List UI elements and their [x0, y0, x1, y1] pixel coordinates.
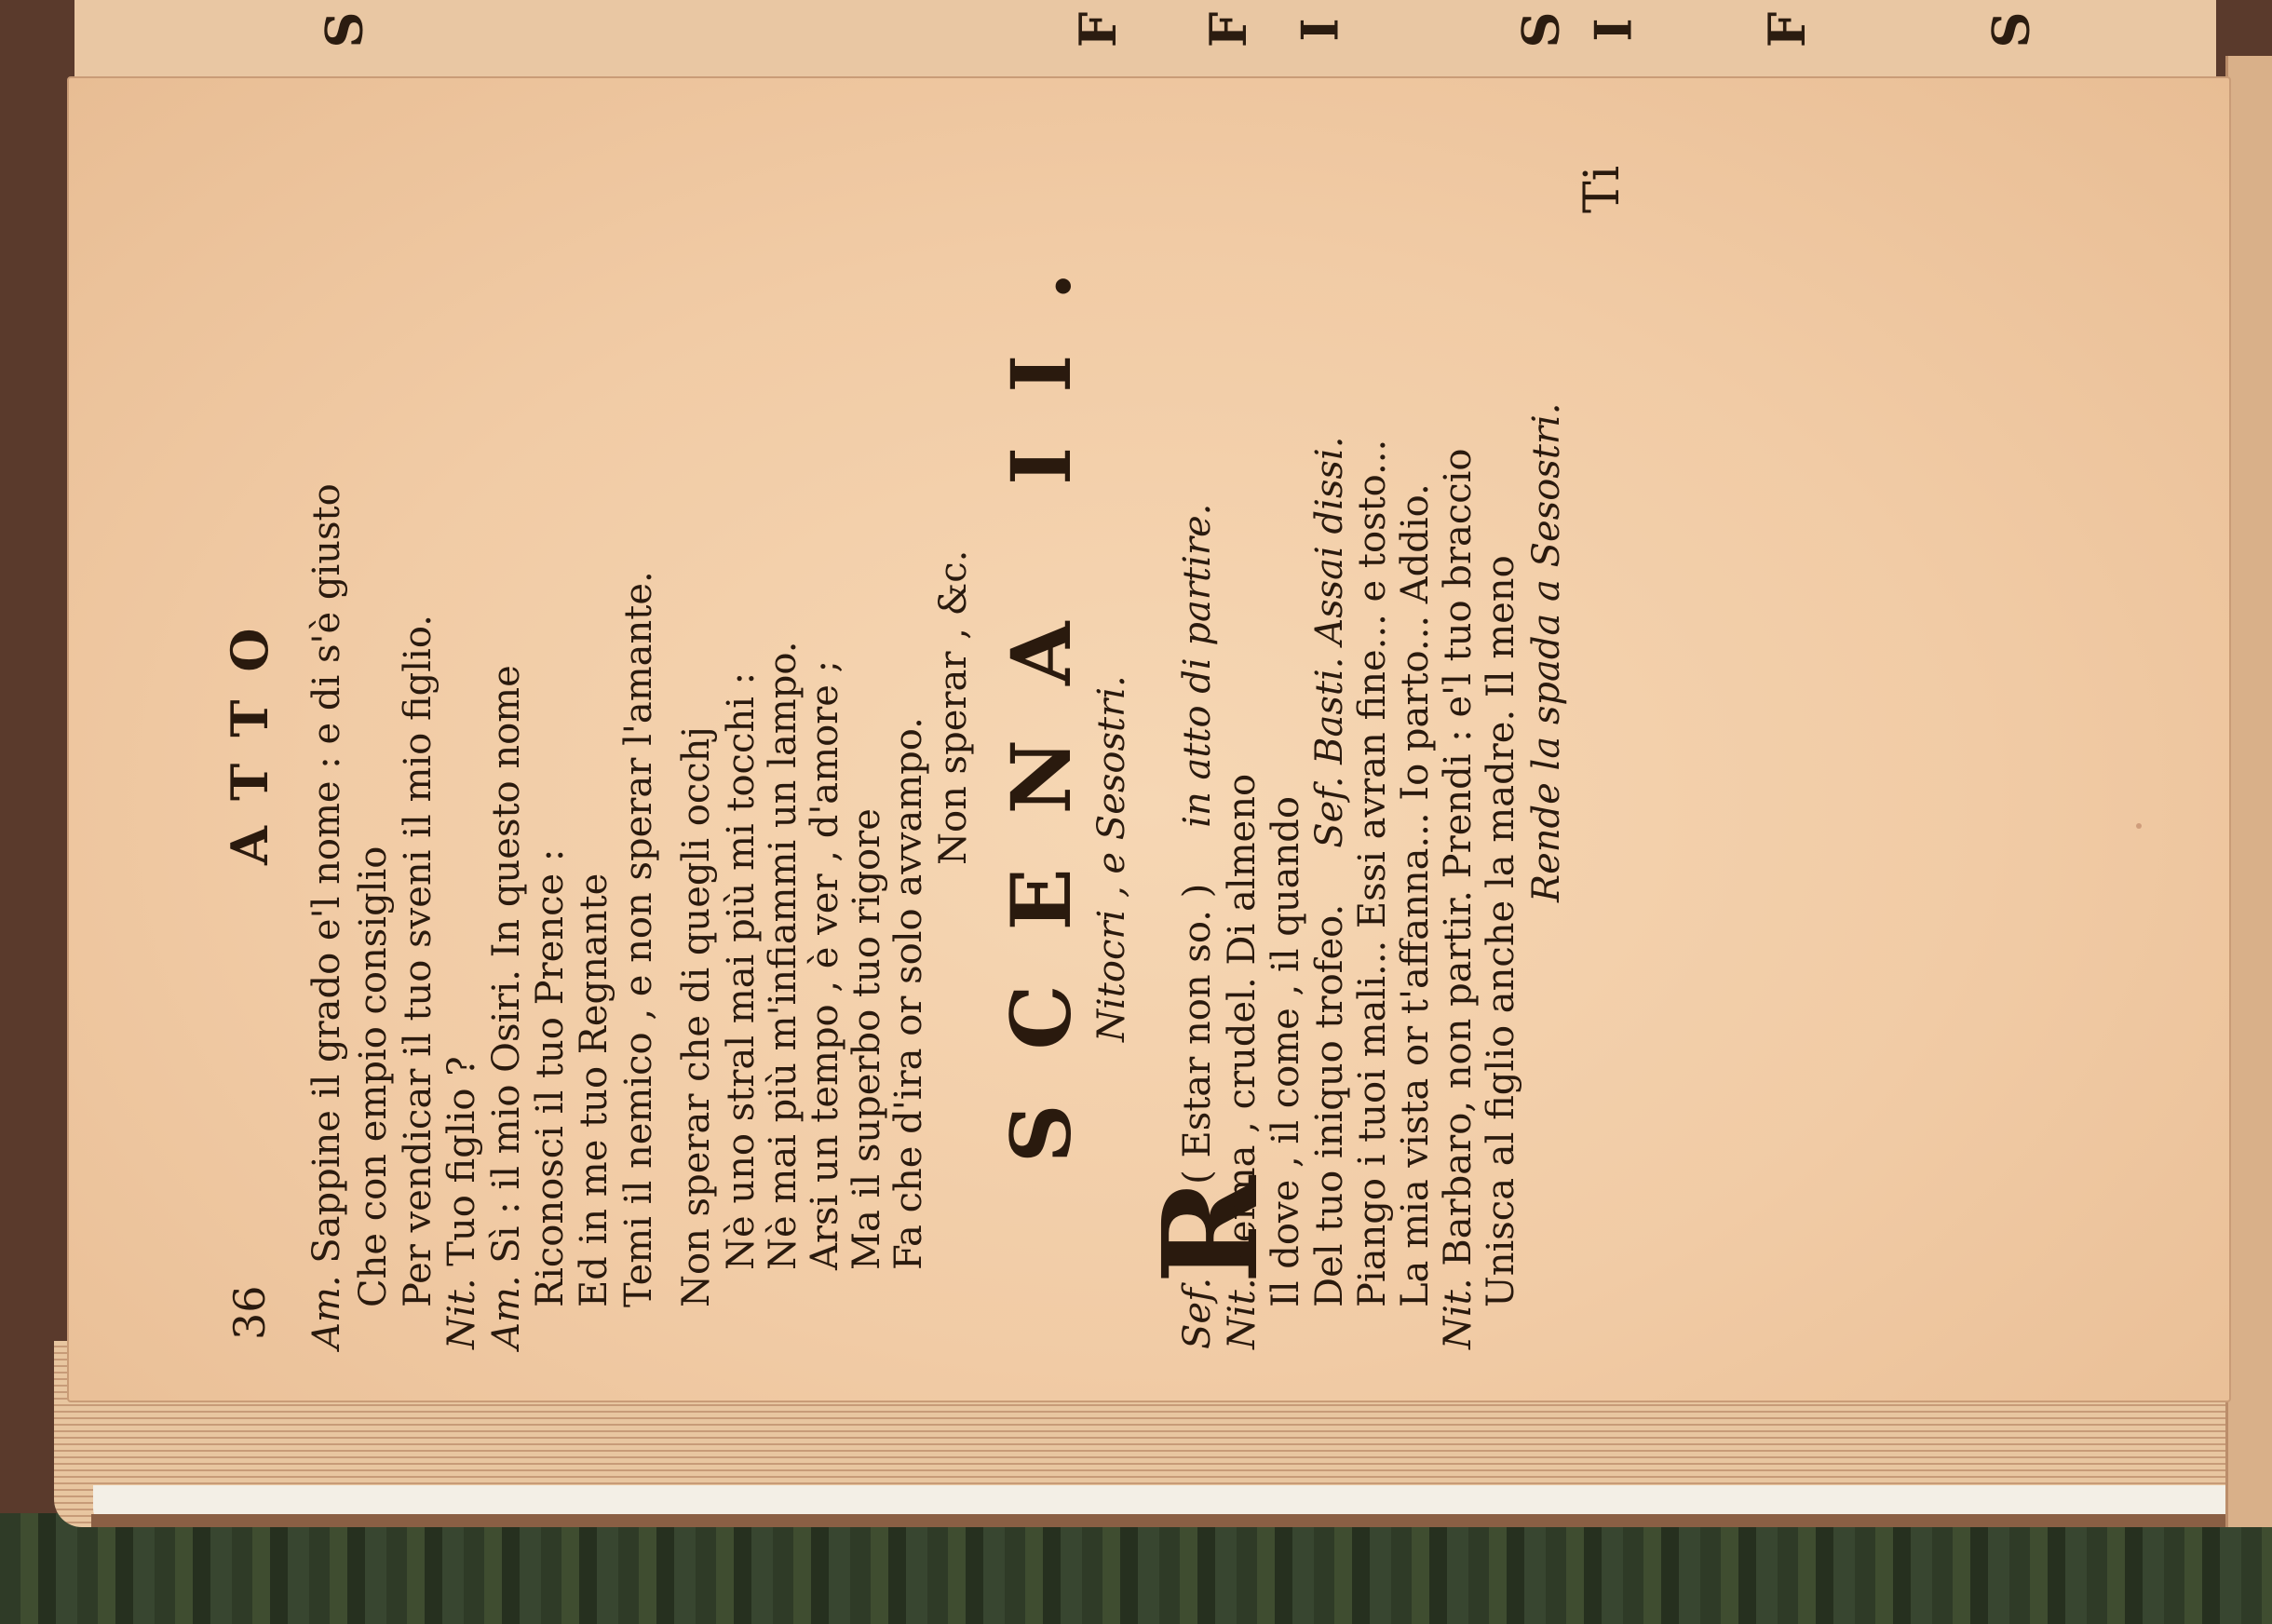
verse-text: Tuo figlio ? [440, 1056, 483, 1266]
verse-line [485, 665, 528, 1349]
cover-edge [91, 1514, 2233, 1527]
verse-text: La mia vista or t'affanna... Io parto... Addio. [1394, 483, 1437, 1307]
running-head: ATTO [220, 600, 279, 865]
page-edge-right [2225, 56, 2272, 1527]
verse-text: Riconosci il tuo Prence : [529, 848, 572, 1307]
verse-text: Per vendicar il tuo sveni il mio figlio. [397, 615, 440, 1307]
verse-line [440, 1056, 483, 1349]
book-cover-bottom [0, 1513, 2272, 1624]
verse-line [352, 846, 395, 1307]
verse-line [1351, 439, 1394, 1307]
aria-line: Arsi un tempo , è ver , d'amore ; [804, 659, 846, 1270]
verse-line [575, 873, 613, 1307]
verse-line [617, 571, 660, 1307]
catchword: Ti [1575, 165, 1630, 213]
speaker: Nit. [1437, 1278, 1480, 1349]
aria-line: Nè uno stral mai più mi tocchi : [720, 671, 763, 1270]
aria-line: Non sperar che di quegli occhj [675, 726, 718, 1307]
speaker: Am. [485, 1275, 528, 1349]
drop-cap: R [1135, 1175, 1288, 1284]
verse-text: Ed in me tuo Regnante [573, 873, 615, 1307]
speaker: Nit. [440, 1278, 483, 1349]
verse-line [1482, 555, 1520, 1307]
stage-direction: Rende la spada a Sesostri. [1525, 402, 1568, 902]
verse-line [1264, 796, 1307, 1307]
verse-text: Sappine il grado e'l nome : e di s'è giusto [305, 483, 348, 1264]
speaker: Am. [305, 1275, 348, 1349]
page-number: 36 [224, 1285, 275, 1340]
verse-text: Temi il nemico , e non sperar l'amante. [617, 571, 660, 1307]
verse-text: Del tuo iniquo trofeo. [1308, 903, 1351, 1307]
prev-page-fragment: S [1510, 11, 1571, 48]
verse-text: Ferma , crudel. Di almeno [1221, 773, 1264, 1266]
aria-line: Fa che d'ira or solo avvampo. [887, 717, 930, 1270]
verse-line [1308, 436, 1351, 1307]
prev-page-fragment: I [1290, 18, 1350, 42]
aria-line: Ma il superbo tuo rigore [845, 808, 888, 1270]
verse-text: Unisca al figlio anche la madre. Il meno [1480, 555, 1522, 1307]
verse-text: Il dove , il come , il quando [1264, 796, 1307, 1307]
speaker: Sef. [1176, 1277, 1219, 1349]
verse-line [397, 615, 440, 1307]
verse-line [1394, 483, 1437, 1307]
verse-line [305, 483, 348, 1349]
scene-title: SCENA II. [993, 218, 1089, 1163]
verse-text: Che con empio consiglio [352, 846, 395, 1307]
verse-text: Barbaro, non partir. Prendi : e'l tuo braccio [1437, 448, 1480, 1266]
prev-page-fragment: S [1981, 11, 2041, 48]
stage-direction: in atto di partire. [1176, 503, 1219, 828]
stage-direction: Sef. Basti. Assai dissi. [1308, 436, 1351, 848]
book-page [67, 76, 2231, 1402]
prev-page-fragment: S [314, 11, 374, 48]
rotated-text-block [220, 157, 2231, 1349]
verse-text: Piango i tuoi mali... Essi avran fine... e tosto... [1351, 439, 1394, 1307]
verse-text: Sì : il mio Osiri. In questo nome [485, 665, 528, 1264]
aria-line: Nè mai più m'infiammi un lampo. [762, 641, 805, 1270]
speaker: Nit. [1221, 1278, 1264, 1349]
verse-line [1176, 503, 1219, 1349]
aria-line: Non sperar , &c. [932, 549, 975, 865]
prev-page-fragment: F [1198, 11, 1259, 48]
prev-page-fragment: I [1583, 18, 1643, 42]
verse-line [1437, 448, 1480, 1349]
previous-page-strip [74, 0, 2216, 87]
prev-page-fragment: F [1757, 11, 1818, 48]
verse-text: ( Estar non so. ) [1176, 883, 1219, 1184]
verse-line [529, 848, 572, 1307]
prev-page-fragment: F [1068, 11, 1129, 48]
verse-line [1221, 773, 1264, 1349]
scene-personae: Nitocri , e Sesostri. [1090, 675, 1133, 1042]
